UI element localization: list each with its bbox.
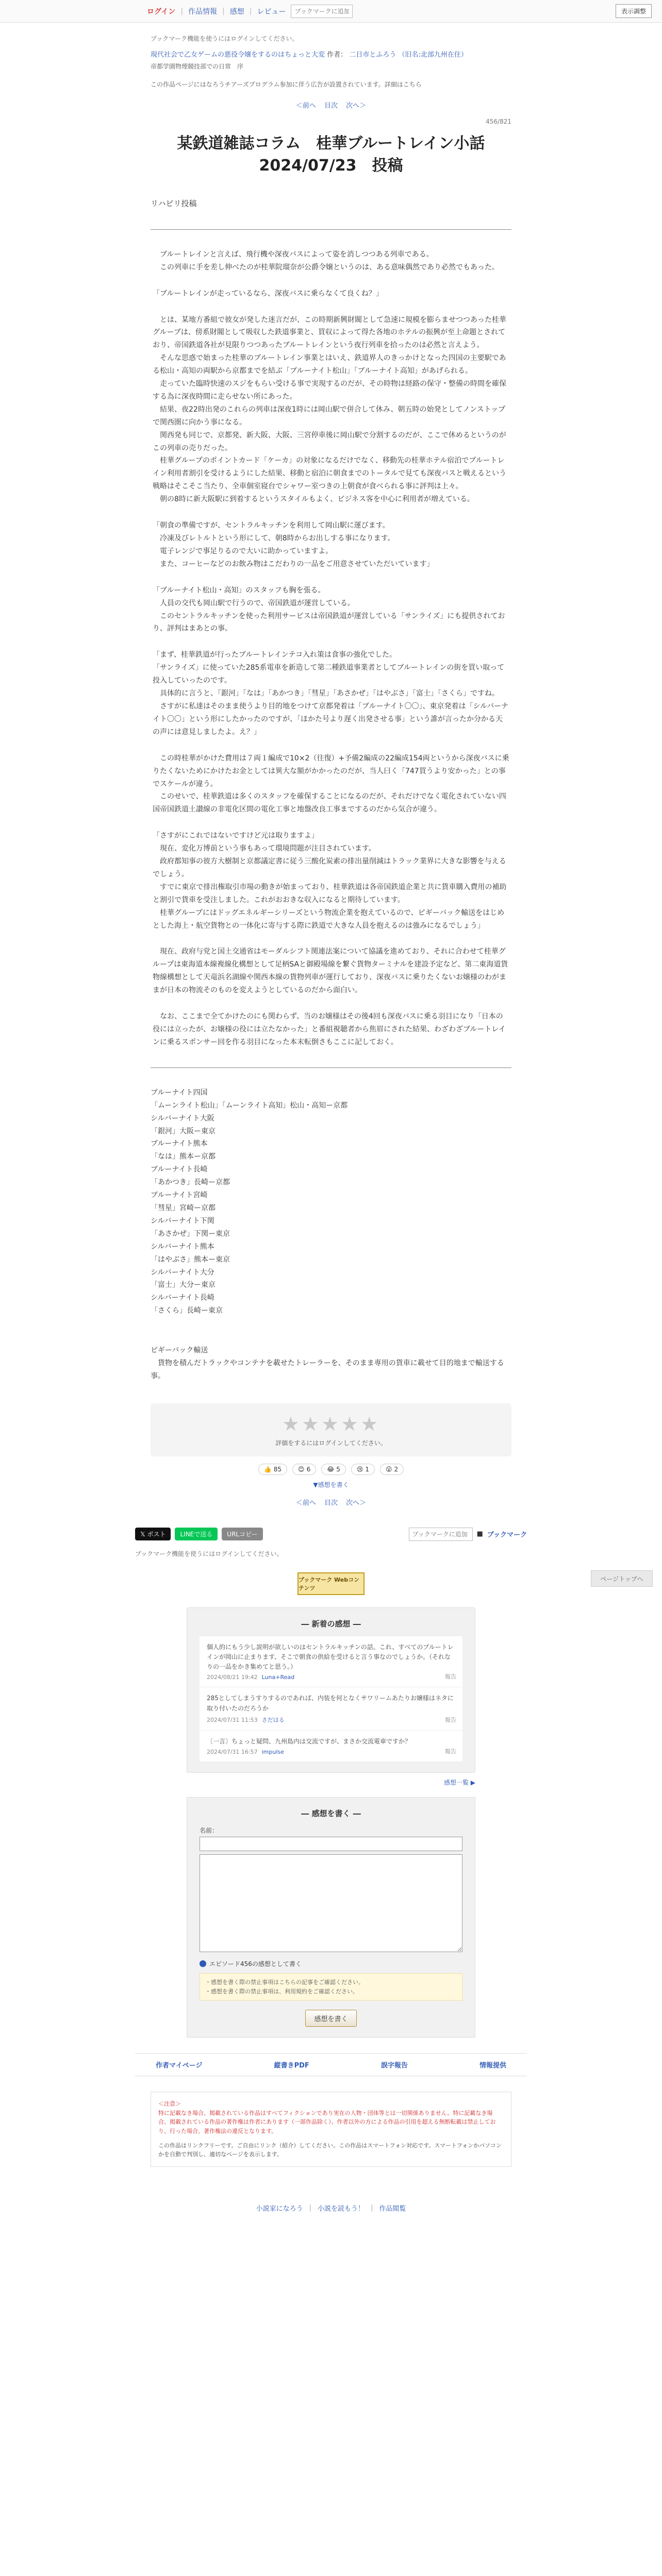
share-buttons: [135, 1528, 263, 1540]
reaction-count: 2: [394, 1465, 399, 1473]
paragraph: 電子レンジで事足りるので大いに助かっていますよ。: [153, 547, 333, 555]
caution-red-text: 特に記載なき場合、掲載されている作品はすべてフィクションであり実在の人物・団体等とは一切関係ありません。特に記載なき場合、掲載されている作品の著作権は作者にあります（一部作品除く）。作者以外の方による作品の引用を超える無断転載は禁止しており、行った場合、著作権法の違反となります。: [158, 2109, 496, 2134]
comment-notice: ・感想を書く際の禁止事項はこちらの記事をご確認ください。 ・感想を書く際の禁止事項は、利用規約をご確認ください。: [200, 1973, 462, 2001]
paragraph: [153, 739, 509, 752]
paragraph: 貨物を積んだトラックやコンテナを載せたトレーラーを、そのまま専用の貨車に載せて目的地まで輸送する事。: [151, 1359, 504, 1380]
paragraph: 「朝食の準備ですが、セントラルキッチンを利用して岡山駅に運びます。: [153, 521, 390, 530]
episode-radio[interactable]: [200, 1960, 206, 1967]
new-comments-heading: ― 新着の感想 ―: [301, 1619, 361, 1629]
paragraph: このせいで、桂華鉄道は多くのスタッフを確保することになるのだが、それだけでなく電化されていない四国帝国鉄道土讃線の非電化区間の電化工事と地盤改良工事までするのだから気合が違う。: [153, 792, 506, 814]
paragraph: 人員の交代も岡山駅で行うので、帝国鉄道が運営している。: [153, 599, 355, 607]
paragraph: 桂華グループにはドッグエネルギーシリーズという物流企業を抱えているので、ピギーバック輸送をはじめとした海上・航空貨物との一体化に寄与する際に鉄道で大きな人員を抱えるのは強みになるでしょう」: [153, 908, 505, 930]
paragraph: 「はやぶさ」熊本ー東京: [151, 1255, 230, 1264]
paragraph: シルバーナイト下関: [151, 1216, 214, 1225]
nav-separator: |: [222, 7, 225, 15]
reaction-emoji-icon: 😮: [386, 1465, 392, 1473]
paragraph: 「ブルーナイト松山・高知」のスタッフも胸を張る。: [153, 586, 325, 595]
reaction-button[interactable]: [292, 1464, 316, 1475]
comment-item: [200, 1636, 462, 1688]
page-count: 456/821: [486, 117, 511, 125]
nav-separator: |: [249, 7, 252, 15]
paragraph: シルバーナイト大分: [151, 1268, 214, 1277]
author-label: 作者：: [327, 51, 347, 59]
bookmark-input[interactable]: [409, 1528, 473, 1541]
comment-meta: [207, 1716, 455, 1724]
nav-separator: |: [180, 7, 184, 15]
paragraph: [153, 506, 509, 519]
bottom-nav-narou[interactable]: 小説家になろう: [256, 2205, 303, 2213]
paragraph: シルバーナイト大阪: [151, 1114, 214, 1123]
reaction-button[interactable]: [351, 1464, 375, 1475]
prev-link[interactable]: ＜前へ: [295, 1499, 316, 1507]
comment-section: [187, 1607, 475, 2038]
paragraph: 「ムーンライト松山」「ムーンライト高知」松山・高知ー京都: [151, 1101, 348, 1110]
rating-login-note: 評価をするにはログインしてください。: [275, 1439, 387, 1447]
paragraph: ブルーナイト四国: [151, 1088, 208, 1097]
paragraph: [151, 1317, 511, 1331]
footer-vertical-pdf[interactable]: 縦書きPDF: [274, 2062, 309, 2070]
write-comment-heading: ― 感想を書く ―: [301, 1808, 361, 1818]
bookmark-area: [409, 1528, 527, 1541]
write-impression-link[interactable]: [151, 1480, 511, 1489]
footer-typo-report[interactable]: 誤字報告: [380, 2062, 408, 2070]
prev-link[interactable]: ＜前へ: [295, 101, 316, 110]
web-content-banner[interactable]: ブックマーク Webコンテンツ: [297, 1572, 365, 1595]
episode-checkbox-row[interactable]: [200, 1959, 462, 1968]
reaction-count: 5: [336, 1465, 340, 1473]
series-info: [151, 50, 511, 61]
episode-title-line2: 2024/07/23 投稿: [259, 157, 403, 175]
reaction-count: 1: [365, 1465, 370, 1473]
comments-list-anchor[interactable]: 感想一覧 ▶: [443, 1778, 475, 1786]
main-content: [151, 34, 511, 1507]
reaction-emoji-icon: 😢: [356, 1465, 363, 1473]
episode-title: [151, 132, 511, 177]
paragraph: 「銀河」大阪ー東京: [151, 1127, 216, 1136]
episode-checkbox-label: エピソード456の感想として書く: [209, 1960, 302, 1968]
paragraph: 「サンライズ」に使っていた285系電車を新造して第二種鉄道事業者としてブルートレインの街を買い取って投入していったのです。: [153, 664, 505, 685]
paragraph: 「あさかぜ」下関ー東京: [151, 1229, 230, 1238]
comment-report-link[interactable]: 報告: [445, 1716, 456, 1723]
nav-work-info[interactable]: 作品情報: [188, 7, 218, 16]
page-top-button[interactable]: ページトップへ: [591, 1570, 653, 1587]
paragraph: [151, 1331, 511, 1344]
nav-impressions[interactable]: 感想: [229, 7, 244, 16]
rating-stars[interactable]: ★★★★★: [282, 1412, 380, 1435]
episode-title-line1: 某鉄道雑誌コラム 桂華ブルートレイン小話: [177, 134, 485, 152]
paragraph: 冷凍及びレトルトという形にして、朝8時からお出しする事になります。: [153, 534, 395, 543]
submit-comment-button[interactable]: 感想を書く: [305, 2010, 356, 2027]
comment-report-link[interactable]: 報告: [445, 1748, 456, 1755]
share-bar: [135, 1528, 527, 1541]
comment-user-link[interactable]: impulse: [261, 1748, 284, 1755]
paragraph: すでに東京で排出権取引市場の動きが始まっており、桂華鉄道は各帝国鉄道企業と共に貨車購入費用の補助と割引で貨車を受注しました。これがおおきな収入になると期待しています。: [153, 883, 507, 904]
paragraph: 関西発も同じで、京都発、新大阪、大阪、三宮停車後に岡山駅で分割するのだが、ここで休めるというのがこの列車の売りだった。: [153, 431, 506, 452]
paragraph: 「さくら」長崎ー東京: [151, 1307, 223, 1315]
paragraph: シルバーナイト長崎: [151, 1294, 214, 1302]
paragraph: 結果、夜22時出発のこれらの列車は深夜1時には岡山駅で併合して休み、朝五時の始発としてノンストップで関西圏に向かう事になる。: [153, 405, 506, 427]
author-extra[interactable]: （旧名:北部九州在住）: [398, 51, 468, 59]
bottom-nav-separator: |: [371, 2204, 373, 2212]
comment-date: 2024/08/21 19:42: [207, 1674, 258, 1681]
paragraph: 現在、政府与党と国土交通省はモーダルシフト関連法案について協議を進めており、それに合わせて桂華グループは東海道本線複線化構想として足柄SAと御殿場線を繋ぐ貨物ターミナルを建設予定など、第二東海道貨物線構想として天竜浜名湖線や関西本線の貨物列車が運行しており、深夜バスに乗りたくないお嬢様のわがままが日本の物流そのものを変えようとしているのだから面白い。: [153, 947, 508, 995]
reaction-emoji-icon: 👍: [263, 1465, 272, 1473]
paragraph: この時桂華がかけた費用は７両１編成で10×2（往復）+予備2編成の22編成154両というから深夜バスに乗りたくないためにかけたお金としては異大な額がかかったのだが、当人曰く「747買うより安かった」との事でスケールが違う。: [153, 754, 509, 788]
comment-report-link[interactable]: 報告: [445, 1673, 456, 1681]
share-x-button[interactable]: 𝕏 ポスト: [135, 1528, 171, 1540]
caution-text: この作品はリンクフリーです。ご自由にリンク（紹介）してください。この作品はスマートフォン対応です。スマートフォンかパソコンかを自動で判別し、適切なページを表示します。: [158, 2142, 502, 2158]
comments-list-link: [187, 1778, 475, 1787]
bookmark-link[interactable]: ブックマーク: [487, 1531, 527, 1539]
name-label: 名前：: [200, 1826, 219, 1834]
paragraph: ピギーバック輸送: [151, 1346, 208, 1355]
lower-content: [135, 1549, 527, 2038]
author-link[interactable]: 二日市とふろう: [349, 51, 396, 59]
comment-user-link[interactable]: Luna+Read: [261, 1674, 295, 1681]
next-link[interactable]: 次へ＞: [346, 1499, 367, 1507]
paragraph: 「彗星」宮崎ー京都: [151, 1204, 216, 1212]
paragraph: そんな思惑で始まった桂華のブルートレイン事業とはいえ、鉄道界人のきっかけとなった四国の主要駅である松山・高知の両駅から京都までを結ぶ「ブルーナイト松山」「ブルーナイト高知」があげられる。: [153, 354, 506, 376]
comment-date: 2024/07/31 11:53: [207, 1716, 258, 1723]
paragraph: [153, 635, 509, 649]
write-impression-anchor[interactable]: ▼感想を書く: [313, 1481, 349, 1488]
reaction-button[interactable]: [321, 1464, 346, 1475]
afterword-divider: [151, 1067, 511, 1068]
nav-reviews[interactable]: レビュー: [257, 7, 286, 16]
paragraph: 「あかつき」長崎ー京都: [151, 1178, 230, 1187]
series-title-link[interactable]: 現代社会で乙女ゲームの悪役令嬢をするのはちょっと大変: [151, 51, 325, 59]
paragraph: 「さすがにこれではないですけど元は取りますよ」: [153, 832, 319, 840]
paragraph: [153, 997, 509, 1010]
preface: リハビリ投稿: [151, 198, 511, 230]
comment-date: 2024/07/31 16:57: [207, 1748, 258, 1755]
reaction-bar: [151, 1464, 511, 1475]
display-settings-button[interactable]: 表示調整: [616, 4, 652, 18]
comment-meta: [207, 1674, 455, 1681]
paragraph: [153, 300, 509, 314]
paragraph: [153, 932, 509, 945]
paragraph: さすがに私達はそのまま使うより目的地をつけて京都発着は「ブルーナイト〇〇」、東京発着は「シルバーナイト〇〇」という形にしたかったのですが、「ほかた号より遅く出発させる事」という誰が言ったか分かる天の声には意見しましたよ。え？」: [153, 702, 509, 736]
comment-text: 個人的にもう少し説明が欲しいのはセントラルキッチンの話。これ、すべてのブルートレインが岡山に止まります、そこで朝食の供給を受けると言う事なのでしょうか。（それなりの一品をかき集めてと思う。）: [207, 1643, 454, 1671]
comment-item: [200, 1687, 462, 1730]
paragraph: 桂華グループのポイントカード「ケーカ」の対象になるだけでなく、移動先の桂華ホテル宿泊でブルートレイン利用者割引を受けるようにした結果、移動と宿泊に朝食までのトータルで見ても深夜バスと戦えるという戦略はそこそこ当たり、全車個室寝台でシャワー室つきの上朝食が食べられる事に評判は上々。: [153, 456, 506, 491]
bookmark-icon: ■: [476, 1530, 483, 1538]
chapter-subtitle: 帝都学園物理競技部での日常 序: [151, 62, 244, 70]
toc-link[interactable]: 目次: [324, 1499, 338, 1507]
top-bookmark-input[interactable]: [291, 5, 353, 18]
bottom-nav-browse[interactable]: 作品閲覧: [379, 2205, 406, 2213]
comment-textarea[interactable]: [200, 1854, 462, 1952]
top-nav: [147, 5, 353, 18]
paragraph: [153, 571, 509, 584]
ad-notice: この作品ページにはなろうチアーズプログラム参加に伴う広告が設置されています。詳細はこちら: [151, 80, 422, 88]
new-comments-panel: [187, 1607, 475, 1773]
bottom-nav: [0, 2198, 662, 2218]
reaction-emoji-icon: 😊: [298, 1465, 305, 1473]
paragraph: 現在、変化万博前という事もあって環境問題が注目されています。: [153, 844, 376, 853]
reaction-emoji-icon: 😂: [327, 1465, 335, 1473]
paragraph: 「富士」大分ー東京: [151, 1281, 216, 1290]
rating-box: [151, 1403, 511, 1456]
write-comment-form: [187, 1797, 475, 2038]
toc-link[interactable]: 目次: [324, 101, 338, 110]
comment-text: 285としてしまうすりするのであれば、内装を何となくサワリームあたりお嬢様はネタに取り付いたのだろうか: [207, 1694, 454, 1712]
paragraph: なお、ここまで全てかけたのにも関わらず、当のお嬢様はその後4回も深夜バスに乗る羽目になり「日本の役には立ったが、お嬢様の役には立たなかった」と番組視聴者から焦眉にされた結果、わざわざブルートレインに乗るスポンサー回を作る羽目になった本末転倒さもここに記しておく。: [153, 1012, 506, 1046]
comment-user-link[interactable]: さだはる: [261, 1716, 285, 1723]
footer-info-provide[interactable]: 情報提供: [479, 2062, 506, 2070]
paragraph: この列車に手を差し伸べたのが桂華院瑠奈が公爵令嬢というのは、ある意味偶然であり必然でもあった。: [153, 263, 499, 272]
pager-bottom: [151, 1497, 511, 1507]
paragraph: このセントラルキッチンを使った利用サービスは帝国鉄道が運営している「サンライズ」にも提供されており、評判はまあとの事。: [153, 612, 505, 633]
afterword: [151, 1087, 511, 1383]
comment-meta: [207, 1749, 455, 1755]
top-header: [0, 0, 662, 23]
reaction-count: 85: [273, 1465, 282, 1473]
paragraph: シルバーナイト熊本: [151, 1242, 214, 1251]
paragraph: 具体的に言うと、「銀河」「なは」「あかつき」「彗星」「あさかぜ」「はやぶさ」「富士」「さくら」ですね。: [153, 689, 499, 698]
next-link[interactable]: 次へ＞: [346, 101, 367, 110]
paragraph: 走っていた臨時快速のスジをもらい受ける事で実現するのだが、その時物は経路の保守・整備の時間を確保する為に深夜時間に走らせない所にあった。: [153, 380, 506, 401]
paragraph: 「ブルートレインが走っているなら、深夜バスに乗らなくて良くね？」: [153, 289, 383, 298]
paragraph: [153, 816, 509, 829]
copy-url-button[interactable]: URLコピー: [222, 1528, 262, 1540]
login-link[interactable]: ログイン: [147, 7, 176, 16]
bookmark-login-note: ブックマーク機能を使うにはログインしてください。: [151, 35, 299, 42]
paragraph: ブルーナイト熊本: [151, 1140, 208, 1148]
reaction-button[interactable]: [380, 1464, 404, 1475]
paragraph: 朝の8時に新大阪駅に到着するというスタイルもよく、ビジネス客を中心に利用者が増えている。: [153, 495, 474, 504]
caution-section: [151, 2092, 511, 2167]
caution-title: ＜注意＞: [158, 2100, 181, 2108]
paragraph: ブルーナイト宮崎: [151, 1191, 208, 1200]
paragraph: ブルートレインと言えば、飛行機や深夜バスによって姿を消しつつある列車である。: [153, 250, 434, 259]
comment-text: 〔一言〕ちょっと疑問、九州島内は交流ですが、まさか交流電車ですか？: [207, 1737, 411, 1745]
share-line-button[interactable]: LINEで送る: [175, 1528, 218, 1540]
paragraph: 「まず、桂華鉄道が行ったブルートレインテコ入れ策は食事の強化でした。: [153, 651, 397, 659]
submit-wrap: [200, 2010, 462, 2027]
footer-author-page[interactable]: 作者マイページ: [156, 2062, 203, 2070]
reaction-count: 6: [306, 1465, 311, 1473]
episode-body: [151, 248, 511, 1049]
paragraph: 「なは」熊本ー京都: [151, 1153, 216, 1161]
caution-box: [151, 2092, 511, 2167]
bookmark-login-note-2: ブックマーク機能を使うにはログインしてください。: [135, 1550, 283, 1557]
footer-links: [135, 2053, 527, 2076]
comment-item: [200, 1731, 462, 1762]
paragraph: とは、某地方番組で彼女が発した迷言だが、この時期新興財閥として急速に規模を膨らませつつあった桂華グループは、傍系財閥として吸収した鉄道事業と、買収によって得た各地のホテルの振興が至上命題とされており、帝国鉄道各社が見限りつつあったブルートレインという夜行列車を拾ったのは必然と言えよう。: [153, 315, 506, 350]
comment-list: [200, 1636, 462, 1762]
paragraph: 政府都知事の彼方大樹制と京都議定書に従う三酸化炭素の排出量削減はトラック業界に大きな影響を与えるでしょう。: [153, 857, 506, 878]
paragraph: [153, 274, 509, 287]
name-input[interactable]: [200, 1837, 462, 1851]
pager-top: [151, 100, 511, 110]
bottom-nav-separator: |: [309, 2204, 311, 2212]
reaction-button[interactable]: [258, 1464, 287, 1475]
paragraph: また、コーヒーなどのお飲み物はこだわりの一品をご用意させていただいています」: [153, 560, 434, 568]
paragraph: ブルーナイト長崎: [151, 1165, 208, 1174]
bottom-nav-yomou[interactable]: 小説を読もう！: [317, 2205, 365, 2213]
